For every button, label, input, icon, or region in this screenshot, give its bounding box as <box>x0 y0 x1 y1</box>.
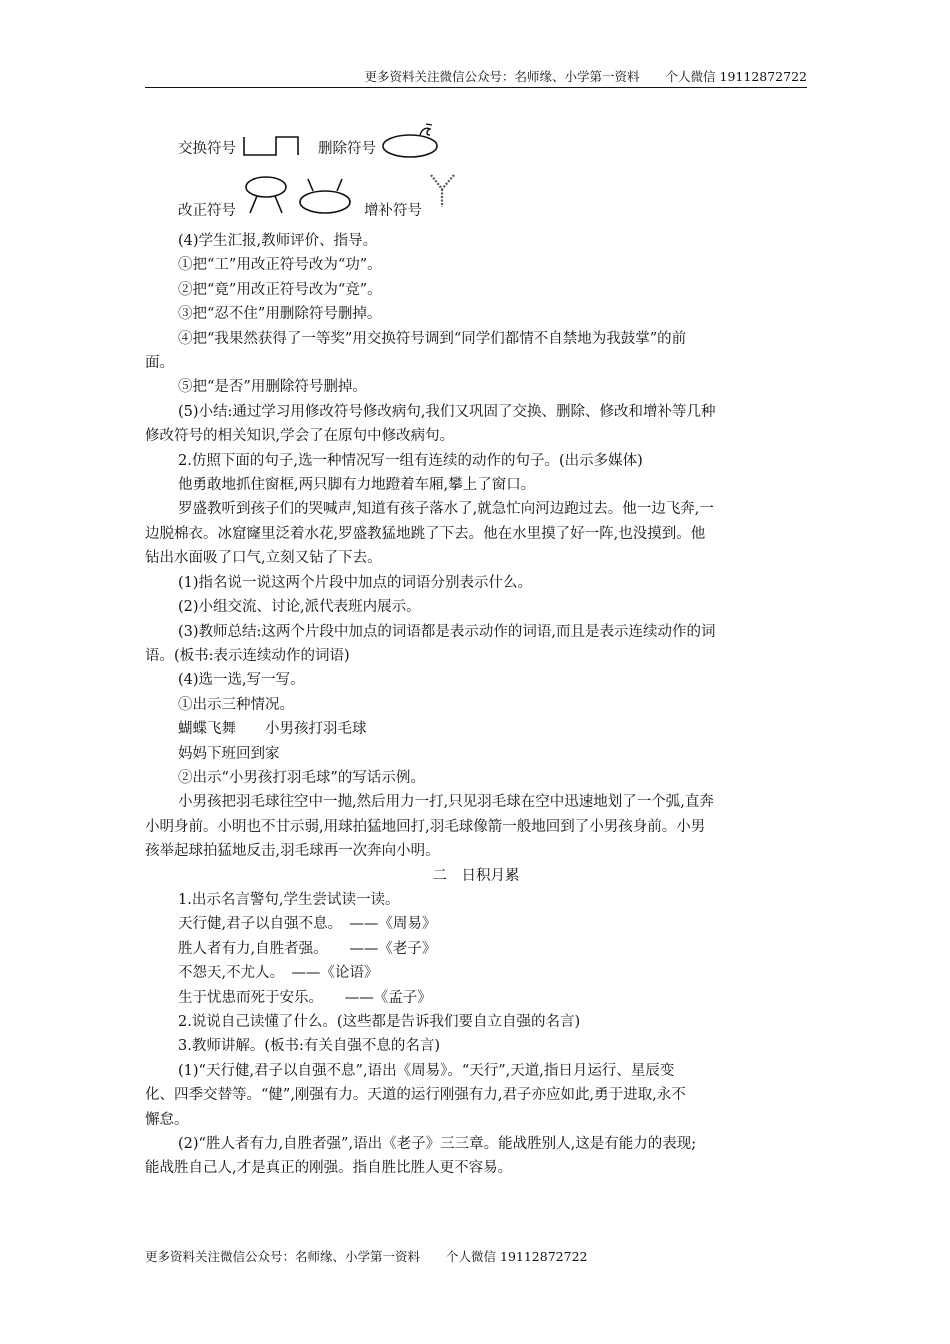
paragraph: 钻出水面吸了口气,立刻又钻了下去。 <box>145 550 382 567</box>
paragraph: 妈妈下班回到家 <box>178 745 280 762</box>
page-header <box>145 68 807 86</box>
swap-symbol-label: 交换符号 <box>178 141 236 157</box>
paragraph: (5)小结:通过学习用修改符号修改病句,我们又巩固了交换、删除、修改和增补等几种 <box>178 403 716 420</box>
paragraph: ②出示“小男孩打羽毛球”的写话示例。 <box>178 769 425 786</box>
paragraph: 天行健,君子以自强不息。 ——《周易》 <box>178 916 437 933</box>
paragraph: 3.教师讲解。(板书:有关自强不息的名言) <box>178 1038 441 1055</box>
insert-symbol-label: 增补符号 <box>364 203 422 219</box>
section-heading: 二 日积月累 <box>432 867 520 884</box>
paragraph: (4)选一选,写一写。 <box>178 672 305 689</box>
paragraph: 蝴蝶飞舞 小男孩打羽毛球 <box>178 721 367 738</box>
header-wechat: 个人微信 19112872722 <box>665 69 807 84</box>
paragraph: 孩举起球拍猛地反击,羽毛球再一次奔向小明。 <box>145 843 440 860</box>
paragraph: 不怨天,不尤人。 ——《论语》 <box>178 965 379 982</box>
paragraph: 化、四季交替等。“健”,刚强有力。天道的运行刚强有力,君子亦应如此,勇于进取,永不 <box>145 1087 686 1104</box>
paragraph: 能战胜自己人,才是真正的刚强。指自胜比胜人更不容易。 <box>145 1160 513 1177</box>
delete-symbol-label: 删除符号 <box>318 141 376 157</box>
insert-symbol-icon <box>428 173 458 209</box>
paragraph: 边脱棉衣。冰窟窿里泛着水花,罗盛教猛地跳了下去。他在水里摸了好一阵,也没摸到。他 <box>145 525 706 542</box>
paragraph: 胜人者有力,自胜者强。 ——《老子》 <box>178 940 437 957</box>
paragraph: 2.仿照下面的句子,选一种情况写一组有连续的动作的句子。(出示多媒体) <box>178 452 643 469</box>
paragraph: ④把“我果然获得了一等奖”用交换符号调到“同学们都情不自禁地为我鼓掌”的前 <box>178 330 687 347</box>
correct-symbol-icon <box>244 175 290 217</box>
paragraph: 面。 <box>145 355 174 372</box>
paragraph: ①把“工”用改正符号改为“功”。 <box>178 257 382 274</box>
paragraph: 1.出示名言警句,学生尝试读一读。 <box>178 891 400 908</box>
paragraph: 2.说说自己读懂了什么。(这些都是告诉我们要自立自强的名言) <box>178 1014 581 1030</box>
paragraph: (4)学生汇报,教师评价、指导。 <box>178 233 378 249</box>
lesson-body <box>145 229 807 1181</box>
footer-text: 更多资料关注微信公众号：名师缘、小学第一资料 <box>145 1249 421 1264</box>
header-rule <box>145 87 807 88</box>
paragraph: (1)“天行健,君子以自强不息”,语出《周易》。“天行”,天道,指日月运行、星辰变 <box>178 1062 675 1079</box>
paragraph: (2)小组交流、讨论,派代表班内展示。 <box>178 599 421 616</box>
paragraph: ③把“忍不住”用删除符号删掉。 <box>178 306 382 323</box>
paragraph: (3)教师总结:这两个片段中加点的词语都是表示动作的词语,而且是表示连续动作的词 <box>178 623 716 640</box>
paragraph: 语。(板书:表示连续动作的词语) <box>145 647 350 664</box>
paragraph: 罗盛教听到孩子们的哭喊声,知道有孩子落水了,就急忙向河边跑过去。他一边飞奔,一 <box>178 501 714 518</box>
paragraph: 小男孩把羽毛球往空中一抛,然后用力一打,只见羽毛球在空中迅速地划了一个弧,直奔 <box>178 794 714 811</box>
paragraph: (1)指名说一说这两个片段中加点的词语分别表示什么。 <box>178 574 533 591</box>
correct-symbol-label: 改正符号 <box>178 203 236 219</box>
paragraph: 生于忧患而死于安乐。 ——《孟子》 <box>178 989 432 1006</box>
footer-wechat: 个人微信 19112872722 <box>446 1249 588 1264</box>
paragraph: (2)“胜人者有力,自胜者强”,语出《老子》三三章。能战胜别人,这是有能力的表现; <box>178 1136 697 1153</box>
paragraph: 懈怠。 <box>145 1111 189 1128</box>
paragraph: 小明身前。小明也不甘示弱,用球拍猛地回打,羽毛球像箭一般地回到了小男孩身前。小男 <box>145 818 706 835</box>
header-text: 更多资料关注微信公众号：名师缘、小学第一资料 <box>364 69 640 84</box>
delete-symbol-icon <box>382 121 442 159</box>
paragraph: 他勇敢地抓住窗框,两只脚有力地蹬着车厢,攀上了窗口。 <box>178 477 536 494</box>
paragraph: 修改符号的相关知识,学会了在原句中修改病句。 <box>145 428 455 445</box>
paragraph: ②把“竟”用改正符号改为“竞”。 <box>178 281 382 298</box>
paragraph: ①出示三种情况。 <box>178 696 294 713</box>
correct-symbol-variant-icon <box>298 177 354 217</box>
paragraph: ⑤把“是否”用删除符号删掉。 <box>178 379 367 396</box>
swap-symbol-icon <box>242 135 300 159</box>
page-footer <box>145 1248 587 1266</box>
